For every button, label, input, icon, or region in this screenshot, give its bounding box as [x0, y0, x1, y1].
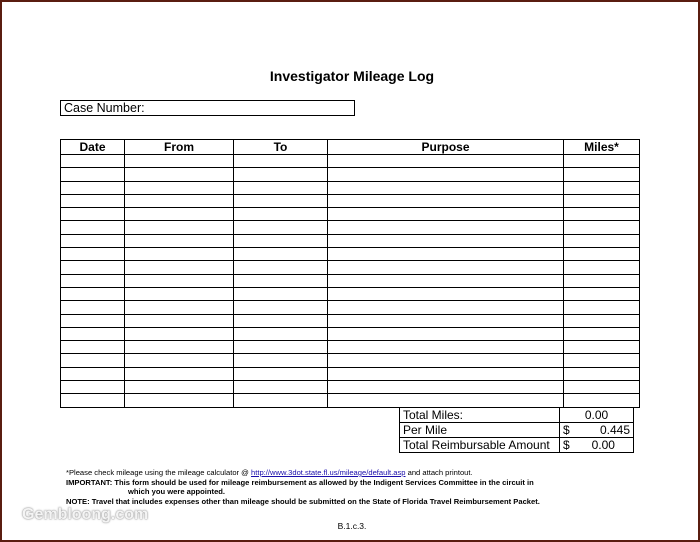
table-row: [61, 155, 640, 168]
purpose-cell[interactable]: [328, 194, 564, 207]
purpose-cell[interactable]: [328, 181, 564, 194]
from-cell[interactable]: [125, 274, 234, 287]
miles-cell[interactable]: [564, 234, 640, 247]
miles-cell[interactable]: [564, 394, 640, 407]
from-cell[interactable]: [125, 287, 234, 300]
note-mileage-calculator: [66, 468, 666, 478]
to-cell[interactable]: [234, 394, 328, 407]
from-cell[interactable]: [125, 354, 234, 367]
date-cell[interactable]: [61, 394, 125, 407]
purpose-cell[interactable]: [328, 381, 564, 394]
from-cell[interactable]: [125, 261, 234, 274]
column-header-date: Date: [61, 140, 125, 155]
table-row: [61, 234, 640, 247]
table-row: [61, 381, 640, 394]
summary-table: [399, 407, 634, 453]
table-row: [61, 208, 640, 221]
total-reimbursable-currency: $: [560, 438, 574, 453]
purpose-cell[interactable]: [328, 261, 564, 274]
mileage-log-table: [60, 139, 640, 408]
from-cell[interactable]: [125, 194, 234, 207]
to-cell[interactable]: [234, 327, 328, 340]
to-cell[interactable]: [234, 261, 328, 274]
miles-cell[interactable]: [564, 301, 640, 314]
from-cell[interactable]: [125, 208, 234, 221]
to-cell[interactable]: [234, 287, 328, 300]
date-cell[interactable]: [61, 274, 125, 287]
watermark: Gembloong.com: [22, 506, 149, 523]
note-important: IMPORTANT: This form should be used for mileage reimbursement as allowed by the Indigent Services Committee in the circuit in: [66, 477, 534, 487]
miles-cell[interactable]: [564, 155, 640, 168]
note-line1-text: *Please check mileage using the mileage calculator @: [66, 468, 251, 477]
to-cell[interactable]: [234, 181, 328, 194]
from-cell[interactable]: [125, 314, 234, 327]
to-cell[interactable]: [234, 341, 328, 354]
miles-cell[interactable]: [564, 181, 640, 194]
from-cell[interactable]: [125, 341, 234, 354]
table-row: [61, 301, 640, 314]
to-cell[interactable]: [234, 301, 328, 314]
date-cell[interactable]: [61, 221, 125, 234]
form-code: B.1.c.3.: [337, 521, 367, 531]
to-cell[interactable]: [234, 367, 328, 380]
date-cell[interactable]: [61, 367, 125, 380]
from-cell[interactable]: [125, 155, 234, 168]
from-cell[interactable]: [125, 381, 234, 394]
from-cell[interactable]: [125, 181, 234, 194]
table-row: [61, 367, 640, 380]
to-cell[interactable]: [234, 274, 328, 287]
table-row: [61, 274, 640, 287]
table-header-row: [61, 140, 640, 155]
table-row: [61, 341, 640, 354]
miles-cell[interactable]: [564, 274, 640, 287]
to-cell[interactable]: [234, 381, 328, 394]
table-row: [61, 261, 640, 274]
miles-cell[interactable]: [564, 248, 640, 261]
table-row: [61, 168, 640, 181]
per-mile-value[interactable]: 0.445: [574, 423, 634, 438]
miles-cell[interactable]: [564, 341, 640, 354]
from-cell[interactable]: [125, 168, 234, 181]
total-reimbursable-row: [400, 438, 634, 453]
date-cell[interactable]: [61, 381, 125, 394]
table-row: [61, 248, 640, 261]
from-cell[interactable]: [125, 234, 234, 247]
to-cell[interactable]: [234, 314, 328, 327]
instructions-notes: [66, 468, 666, 506]
to-cell[interactable]: [234, 221, 328, 234]
to-cell[interactable]: [234, 354, 328, 367]
table-row: [61, 394, 640, 407]
form-page: [2, 2, 698, 540]
date-cell[interactable]: [61, 261, 125, 274]
date-cell[interactable]: [61, 314, 125, 327]
miles-cell[interactable]: [564, 314, 640, 327]
date-cell[interactable]: [61, 181, 125, 194]
from-cell[interactable]: [125, 221, 234, 234]
miles-cell[interactable]: [564, 367, 640, 380]
from-cell[interactable]: [125, 301, 234, 314]
date-cell[interactable]: [61, 208, 125, 221]
from-cell[interactable]: [125, 327, 234, 340]
miles-cell[interactable]: [564, 354, 640, 367]
purpose-cell[interactable]: [328, 248, 564, 261]
purpose-cell[interactable]: [328, 354, 564, 367]
date-cell[interactable]: [61, 168, 125, 181]
table-row: [61, 287, 640, 300]
to-cell[interactable]: [234, 155, 328, 168]
note-important-continued: which you were appointed.: [128, 487, 226, 497]
case-number-field[interactable]: [60, 100, 355, 116]
purpose-cell[interactable]: [328, 341, 564, 354]
table-row: [61, 327, 640, 340]
case-number-label: Case Number:: [64, 101, 145, 115]
purpose-cell[interactable]: [328, 301, 564, 314]
purpose-cell[interactable]: [328, 367, 564, 380]
table-body: [61, 155, 640, 408]
miles-cell[interactable]: [564, 287, 640, 300]
date-cell[interactable]: [61, 341, 125, 354]
per-mile-row: [400, 423, 634, 438]
miles-cell[interactable]: [564, 194, 640, 207]
date-cell[interactable]: [61, 234, 125, 247]
miles-cell[interactable]: [564, 221, 640, 234]
purpose-cell[interactable]: [328, 168, 564, 181]
table-row: [61, 221, 640, 234]
column-header-miles: Miles*: [564, 140, 640, 155]
miles-cell[interactable]: [564, 208, 640, 221]
note-line1-suffix: and attach printout.: [405, 468, 473, 477]
miles-cell[interactable]: [564, 327, 640, 340]
purpose-cell[interactable]: [328, 287, 564, 300]
from-cell[interactable]: [125, 248, 234, 261]
note-travel: NOTE: Travel that includes expenses other than mileage should be submitted on the State of Florida Travel Reimbursement Packet.: [66, 496, 540, 506]
date-cell[interactable]: [61, 287, 125, 300]
date-cell[interactable]: [61, 301, 125, 314]
from-cell[interactable]: [125, 367, 234, 380]
column-header-purpose: Purpose: [328, 140, 564, 155]
total-miles-value[interactable]: 0.00: [560, 408, 634, 423]
total-miles-row: [400, 408, 634, 423]
to-cell[interactable]: [234, 194, 328, 207]
miles-cell[interactable]: [564, 168, 640, 181]
total-reimbursable-value[interactable]: 0.00: [574, 438, 634, 453]
date-cell[interactable]: [61, 354, 125, 367]
date-cell[interactable]: [61, 248, 125, 261]
purpose-cell[interactable]: [328, 274, 564, 287]
total-reimbursable-label: Total Reimbursable Amount: [400, 438, 560, 453]
to-cell[interactable]: [234, 168, 328, 181]
purpose-cell[interactable]: [328, 394, 564, 407]
column-header-from: From: [125, 140, 234, 155]
table-row: [61, 354, 640, 367]
miles-cell[interactable]: [564, 381, 640, 394]
date-cell[interactable]: [61, 155, 125, 168]
purpose-cell[interactable]: [328, 155, 564, 168]
purpose-cell[interactable]: [328, 314, 564, 327]
column-header-to: To: [234, 140, 328, 155]
mileage-calculator-link[interactable]: http://www.3dot.state.fl.us/mileage/default.asp: [251, 468, 406, 477]
from-cell[interactable]: [125, 394, 234, 407]
form-title: Investigator Mileage Log: [269, 68, 435, 84]
table-row: [61, 194, 640, 207]
purpose-cell[interactable]: [328, 208, 564, 221]
to-cell[interactable]: [234, 248, 328, 261]
to-cell[interactable]: [234, 208, 328, 221]
table-row: [61, 181, 640, 194]
to-cell[interactable]: [234, 234, 328, 247]
miles-cell[interactable]: [564, 261, 640, 274]
purpose-cell[interactable]: [328, 327, 564, 340]
date-cell[interactable]: [61, 194, 125, 207]
purpose-cell[interactable]: [328, 234, 564, 247]
per-mile-label: Per Mile: [400, 423, 560, 438]
purpose-cell[interactable]: [328, 221, 564, 234]
total-miles-label: Total Miles:: [400, 408, 560, 423]
date-cell[interactable]: [61, 327, 125, 340]
per-mile-currency: $: [560, 423, 574, 438]
table-row: [61, 314, 640, 327]
